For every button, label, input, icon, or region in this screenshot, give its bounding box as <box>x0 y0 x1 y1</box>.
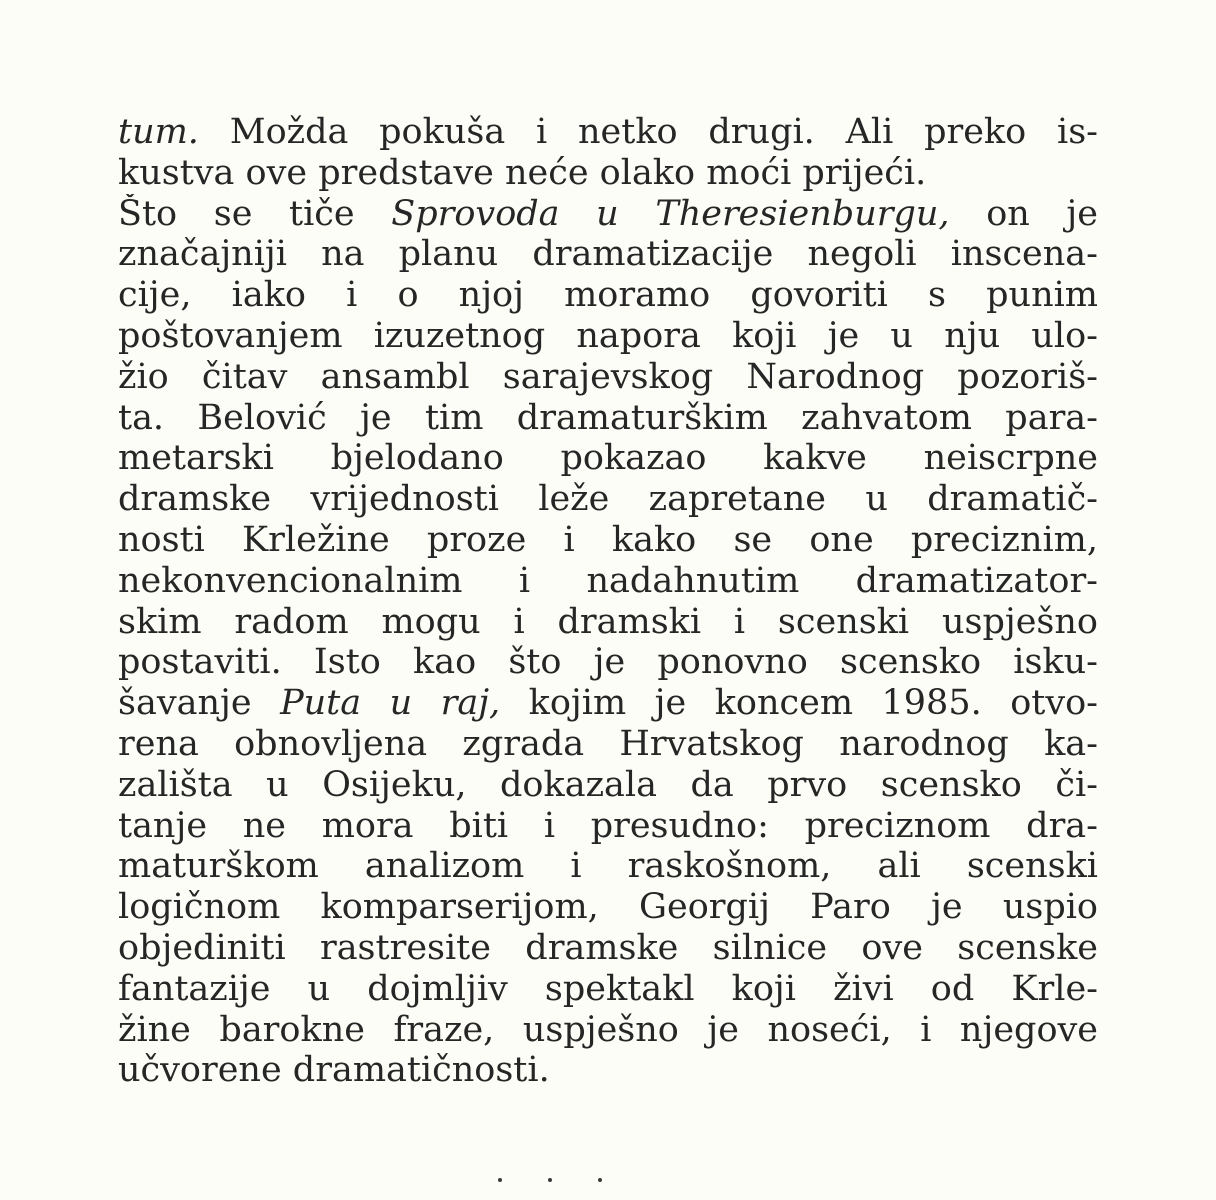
italic-title: Puta u raj, <box>280 683 501 724</box>
text-run: rena obnovljena zgrada Hrvatskog narodnog ka- <box>118 723 1098 764</box>
text-run: šavanje <box>118 683 281 724</box>
text-run: nekonvencionalnim i nadahnutim dramatizator- <box>118 560 1098 601</box>
text-run: žio čitav ansambl sarajevskog Narodnog pozoriš- <box>118 356 1098 397</box>
text-run: metarski bjelodano pokazao kakve neiscrpne <box>118 438 1098 479</box>
italic-title: Sprovoda u Theresienburgu, <box>391 193 950 234</box>
text-line <box>118 928 1098 969</box>
text-line <box>118 520 1098 561</box>
text-run: kustva ove predstave neće olako moći prijeći. <box>118 152 927 193</box>
text-line <box>118 846 1098 887</box>
text-line <box>118 234 1098 275</box>
text-run: kojim je koncem 1985. otvo- <box>500 683 1098 724</box>
text-line <box>118 642 1098 683</box>
text-run: dramske vrijednosti leže zapretane u dramatič- <box>118 479 1098 520</box>
text-line <box>118 316 1098 357</box>
body-text <box>118 112 1098 1091</box>
dot-mark <box>498 1178 502 1182</box>
text-line <box>118 357 1098 398</box>
text-line <box>118 887 1098 928</box>
text-run: značajniji na planu dramatizacije negoli inscena- <box>118 234 1098 275</box>
text-run: fantazije u dojmljiv spektakl koji živi od Krle- <box>118 968 1098 1009</box>
text-line <box>118 724 1098 765</box>
text-run: objediniti rastresite dramske silnice ove scenske <box>118 927 1098 968</box>
text-run: nosti Krležine proze i kako se one preciznim, <box>118 519 1098 560</box>
text-run: zališta u Osijeku, dokazala da prvo scensko či- <box>118 764 1098 805</box>
text-line <box>118 275 1098 316</box>
text-run: Što se tiče <box>118 193 392 234</box>
italic-title: tum. <box>118 112 199 152</box>
dot-mark <box>548 1178 552 1182</box>
text-line <box>118 398 1098 439</box>
text-run: ta. Belović je tim dramaturškim zahvatom para- <box>118 397 1098 438</box>
text-run: tanje ne mora biti i presudno: preciznom dra- <box>118 805 1098 846</box>
text-run: cije, iako i o njoj moramo govoriti s punim <box>118 275 1098 316</box>
text-run: maturškom analizom i raskošnom, ali scenski <box>118 846 1098 887</box>
text-run: žine barokne fraze, uspješno je noseći, i njegove <box>118 1009 1098 1050</box>
text-run: učvorene dramatičnosti. <box>118 1050 550 1091</box>
text-line <box>118 438 1098 479</box>
text-run: skim radom mogu i dramski i scenski uspješno <box>118 601 1098 642</box>
text-line <box>118 683 1098 724</box>
text-run: Možda pokuša i netko drugi. Ali preko is- <box>198 112 1098 152</box>
text-line <box>118 1050 1098 1091</box>
text-line <box>118 1010 1098 1051</box>
text-line <box>118 153 1098 194</box>
text-run: logičnom komparserijom, Georgij Paro je uspio <box>118 887 1098 928</box>
text-run: poštovanjem izuzetnog napora koji je u nju ulo- <box>118 315 1098 356</box>
text-line <box>118 969 1098 1010</box>
text-line <box>118 112 1098 153</box>
text-run: postaviti. Isto kao što je ponovno scensko isku- <box>118 642 1098 683</box>
text-line <box>118 479 1098 520</box>
text-run: on je <box>949 193 1098 234</box>
text-line <box>118 194 1098 235</box>
text-line <box>118 765 1098 806</box>
page-dots <box>490 1178 610 1186</box>
text-line <box>118 602 1098 643</box>
text-line <box>118 806 1098 847</box>
text-line <box>118 561 1098 602</box>
dot-mark <box>598 1178 602 1182</box>
